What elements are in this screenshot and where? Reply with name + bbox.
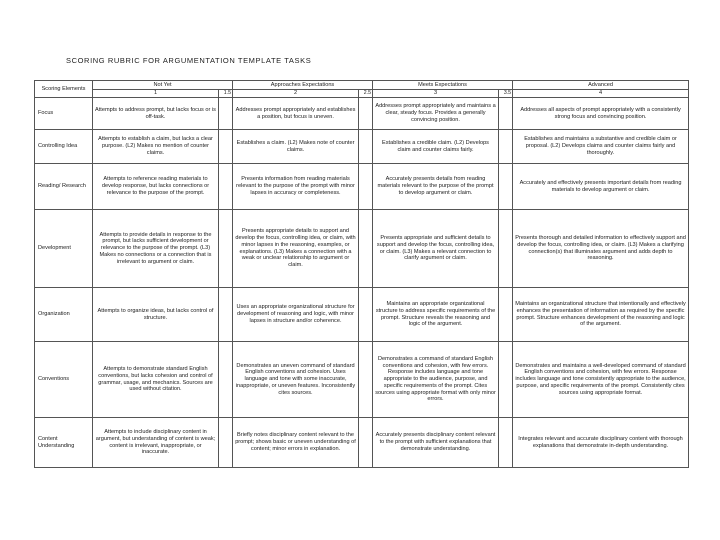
score-2: 2 xyxy=(233,90,359,98)
scoring-elements-header: Scoring Elements xyxy=(35,81,93,98)
row-development xyxy=(35,210,689,288)
level-header-approaches: Approaches Expectations xyxy=(233,81,373,90)
development-gap-3 xyxy=(499,210,513,288)
element-conventions: Conventions xyxy=(35,342,93,418)
conventions-meets: Demonstrates a command of standard English conventions and cohesion, with few errors. Response includes language and tone appropriate to the audience, purpose, and specific requirements of the prompt. Cites sources using appropriate format with only minor errors. xyxy=(373,342,499,418)
element-organization: Organization xyxy=(35,288,93,342)
header-row xyxy=(35,81,689,90)
controlling-idea-gap-2 xyxy=(359,130,373,164)
controlling-idea-advanced: Establishes and maintains a substantive and credible claim or proposal. (L2) Develops claims and counter claims fairly and thoroughly. xyxy=(513,130,689,164)
element-focus: Focus xyxy=(35,98,93,130)
score-1: 1 xyxy=(93,90,219,98)
focus-meets: Addresses prompt appropriately and maintains a clear, steady focus. Provides a generally convincing position. xyxy=(373,98,499,130)
focus-gap-1 xyxy=(219,98,233,130)
score-1-5: 1.5 xyxy=(219,90,233,98)
reading-research-gap-3 xyxy=(499,164,513,210)
conventions-gap-2 xyxy=(359,342,373,418)
reading-research-approaches: Presents information from reading materials relevant to the purpose of the prompt with minor lapses in accuracy or completeness. xyxy=(233,164,359,210)
element-content-understanding: Content Understanding xyxy=(35,418,93,468)
reading-research-gap-2 xyxy=(359,164,373,210)
content-understanding-gap-3 xyxy=(499,418,513,468)
development-approaches: Presents appropriate details to support and develop the focus, controlling idea, or claim, with minor lapses in the reasoning, examples, or explanations. (L3) Makes a connection with a weak or unclear relationship to argument or claim. xyxy=(233,210,359,288)
controlling-idea-meets: Establishes a credible claim. (L2) Develops claim and counter claims fairly. xyxy=(373,130,499,164)
element-controlling-idea: Controlling Idea xyxy=(35,130,93,164)
organization-gap-1 xyxy=(219,288,233,342)
score-3-5: 3.5 xyxy=(499,90,513,98)
focus-gap-3 xyxy=(499,98,513,130)
rubric-title: SCORING RUBRIC FOR ARGUMENTATION TEMPLATE TASKS xyxy=(66,56,312,65)
conventions-not-yet: Attempts to demonstrate standard English conventions, but lacks cohesion and control of grammar, usage, and mechanics. Sources are used without citation. xyxy=(93,342,219,418)
organization-gap-3 xyxy=(499,288,513,342)
content-understanding-gap-2 xyxy=(359,418,373,468)
score-row xyxy=(35,90,689,98)
scoring-rubric-table xyxy=(34,80,689,468)
row-focus xyxy=(35,98,689,130)
row-controlling-idea xyxy=(35,130,689,164)
level-header-not-yet: Not Yet xyxy=(93,81,233,90)
row-conventions xyxy=(35,342,689,418)
reading-research-meets: Accurately presents details from reading materials relevant to the purpose of the prompt to develop argument or claim. xyxy=(373,164,499,210)
score-3: 3 xyxy=(373,90,499,98)
controlling-idea-not-yet: Attempts to establish a claim, but lacks a clear purpose. (L2) Makes no mention of counter claims. xyxy=(93,130,219,164)
row-organization xyxy=(35,288,689,342)
development-gap-1 xyxy=(219,210,233,288)
content-understanding-not-yet: Attempts to include disciplinary content in argument, but understanding of content is weak; content is irrelevant, inappropriate, or inaccurate. xyxy=(93,418,219,468)
conventions-gap-3 xyxy=(499,342,513,418)
reading-research-advanced: Accurately and effectively presents important details from reading materials to develop argument or claim. xyxy=(513,164,689,210)
controlling-idea-gap-3 xyxy=(499,130,513,164)
reading-research-not-yet: Attempts to reference reading materials to develop response, but lacks connections or relevance to the purpose of the prompt. xyxy=(93,164,219,210)
organization-gap-2 xyxy=(359,288,373,342)
row-content-understanding xyxy=(35,418,689,468)
focus-gap-2 xyxy=(359,98,373,130)
controlling-idea-gap-1 xyxy=(219,130,233,164)
conventions-approaches: Demonstrates an uneven command of standard English conventions and cohesion. Uses language and tone with some inaccurate, inappropriate, or uneven features. Inconsistently cites sources. xyxy=(233,342,359,418)
organization-approaches: Uses an appropriate organizational structure for development of reasoning and logic, with minor lapses in structure and/or coherence. xyxy=(233,288,359,342)
development-gap-2 xyxy=(359,210,373,288)
development-not-yet: Attempts to provide details in response to the prompt, but lacks sufficient development or relevance to the purpose of the prompt. (L3) Makes no connections or a connection that is irrelevant to argument or claim. xyxy=(93,210,219,288)
focus-approaches: Addresses prompt appropriately and establishes a position, but focus is uneven. xyxy=(233,98,359,130)
score-2-5: 2.5 xyxy=(359,90,373,98)
element-development: Development xyxy=(35,210,93,288)
controlling-idea-approaches: Establishes a claim. (L2) Makes note of counter claims. xyxy=(233,130,359,164)
focus-not-yet: Attempts to address prompt, but lacks focus or is off-task. xyxy=(93,98,219,130)
focus-advanced: Addresses all aspects of prompt appropriately with a consistently strong focus and convincing position. xyxy=(513,98,689,130)
content-understanding-approaches: Briefly notes disciplinary content relevant to the prompt; shows basic or uneven understanding of content; minor errors in explanation. xyxy=(233,418,359,468)
organization-advanced: Maintains an organizational structure that intentionally and effectively enhances the presentation of information as required by the specific prompt. Structure enhances development of the reasoning and logic of the argument. xyxy=(513,288,689,342)
conventions-gap-1 xyxy=(219,342,233,418)
development-meets: Presents appropriate and sufficient details to support and develop the focus, controlling idea, or claim. (L3) Makes a relevant connection to clarify argument or claim. xyxy=(373,210,499,288)
conventions-advanced: Demonstrates and maintains a well-developed command of standard English conventions and cohesion, with few errors. Response includes language and tone consistently appropriate to the audience, purpose, and specific requirements of the prompt. Consistently cites sources using appropriate format. xyxy=(513,342,689,418)
development-advanced: Presents thorough and detailed information to effectively support and develop the focus, controlling idea, or claim. (L3) Makes a clarifying connection(s) that illuminates argument and adds depth to reasoning. xyxy=(513,210,689,288)
row-reading-research xyxy=(35,164,689,210)
element-reading-research: Reading/ Research xyxy=(35,164,93,210)
content-understanding-gap-1 xyxy=(219,418,233,468)
score-4: 4 xyxy=(513,90,689,98)
level-header-meets: Meets Expectations xyxy=(373,81,513,90)
organization-not-yet: Attempts to organize ideas, but lacks control of structure. xyxy=(93,288,219,342)
content-understanding-advanced: Integrates relevant and accurate disciplinary content with thorough explanations that demonstrate in-depth understanding. xyxy=(513,418,689,468)
organization-meets: Maintains an appropriate organizational structure to address specific requirements of the prompt. Structure reveals the reasoning and logic of the argument. xyxy=(373,288,499,342)
level-header-advanced: Advanced xyxy=(513,81,689,90)
content-understanding-meets: Accurately presents disciplinary content relevant to the prompt with sufficient explanations that demonstrate understanding. xyxy=(373,418,499,468)
reading-research-gap-1 xyxy=(219,164,233,210)
